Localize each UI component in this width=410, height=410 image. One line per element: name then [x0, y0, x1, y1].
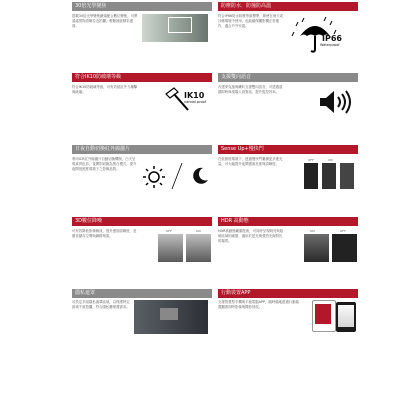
feature-desc: 符合IP66防水防塵等級標準，即使在雨天或沙塵環境中使用，也能確保攝影機正常運作，適合戶外安裝。 — [218, 14, 283, 28]
feature-title: HDR 高動態 — [218, 217, 358, 226]
feature-desc: 在低照度環境下，透過慢快門累積更多進光量，可大幅提升夜間畫面亮度與清晰度。 — [218, 157, 283, 166]
hdr-on-photo — [304, 234, 329, 262]
off-label: OFF — [308, 158, 314, 162]
3dnr-on-photo — [186, 234, 211, 262]
feature-title: 防塵防水．防撞防高溫 — [218, 2, 358, 11]
feature-card-ik10 — [72, 73, 212, 82]
3dnr-off-photo — [158, 234, 183, 262]
feature-card-icr — [72, 145, 212, 154]
feature-card-zoom — [72, 2, 212, 11]
feature-title: 日夜自動切換紅外線濾片 — [72, 145, 212, 154]
tablet-screen — [338, 305, 354, 327]
feature-title: 30倍光學變焦 — [72, 2, 212, 11]
sense-up-on-photo — [322, 163, 336, 189]
feature-card-mobile-app — [218, 289, 358, 298]
off-label: OFF — [166, 229, 172, 233]
feature-card-two-way-audio — [218, 73, 358, 82]
feature-desc: HDR高動態範圍技術，可同時呈現明亮與陰暗區域的細節，適用於逆光與強烈光線對比的場景。 — [218, 229, 284, 243]
vandal-proof-label: vandal proof — [184, 100, 206, 104]
feature-desc: 可設定多組隱私遮罩區域，以保護特定區域不被拍攝，符合隱私權保護需求。 — [72, 300, 130, 309]
on-label: ON — [196, 229, 201, 233]
off-label: OFF — [340, 229, 346, 233]
feature-desc: 可有效降低影像雜訊，提升畫面清晰度，並節省儲存空間與網路頻寬。 — [72, 229, 137, 238]
divider-slash — [170, 162, 184, 190]
feature-title: 支援雙向語音 — [218, 73, 358, 82]
feature-desc: 搭載30倍光學變焦鏡頭配合數位變焦，可將遠處景物清晰拉近拍攝，輕鬆捕捉精彩畫面。 — [72, 14, 138, 28]
feature-title: Sense Up+慢快門 — [218, 145, 358, 154]
feature-title: 符合IK10防破壞等級 — [72, 73, 212, 82]
feature-card-sense-up — [218, 145, 358, 154]
ip66-badge: IP66 — [322, 34, 342, 43]
waterproof-label: Waterproof — [320, 43, 340, 47]
sense-up-off-photo — [304, 163, 318, 189]
ik10-badge: IK10 — [184, 91, 205, 100]
feature-desc: 利用ICR紅外線濾片自動切換機制，白天呈現真實色彩，夜間則切換為黑白模式，提升夜間低照度環境下之影像品質。 — [72, 157, 137, 171]
speaker-icon — [318, 88, 354, 116]
feature-title: 行動裝置APP — [218, 289, 358, 298]
feature-title: 隱私遮罩 — [72, 289, 212, 298]
feature-desc: 符合IK10防破壞等級，可有效抵抗外力撞擊與破壞。 — [72, 85, 138, 94]
on-label: ON — [310, 229, 315, 233]
feature-title: 3D數位降噪 — [72, 217, 212, 226]
feature-card-hdr — [218, 217, 358, 226]
feature-card-3dnr — [72, 217, 212, 226]
zoom-inset-frame — [168, 17, 192, 33]
phone-screen — [315, 304, 331, 324]
feature-card-privacy-mask — [72, 289, 212, 298]
hdr-off-photo — [332, 234, 357, 262]
feature-card-waterproof — [218, 2, 358, 11]
sense-up-on-photo-2 — [340, 163, 354, 189]
sun-icon — [142, 165, 166, 189]
moon-icon — [190, 166, 210, 186]
feature-desc: 內建麥克風與喇叭支援雙向語音，可透過遠端即時與現場人員對話，提升監控效率。 — [218, 85, 283, 94]
privacy-mask-box — [160, 308, 178, 320]
feature-desc: 支援智慧型手機與平板電腦APP，隨時隨地透過行動裝置觀看即時影像與錄影回放。 — [218, 300, 300, 309]
on-label: ON — [328, 158, 333, 162]
